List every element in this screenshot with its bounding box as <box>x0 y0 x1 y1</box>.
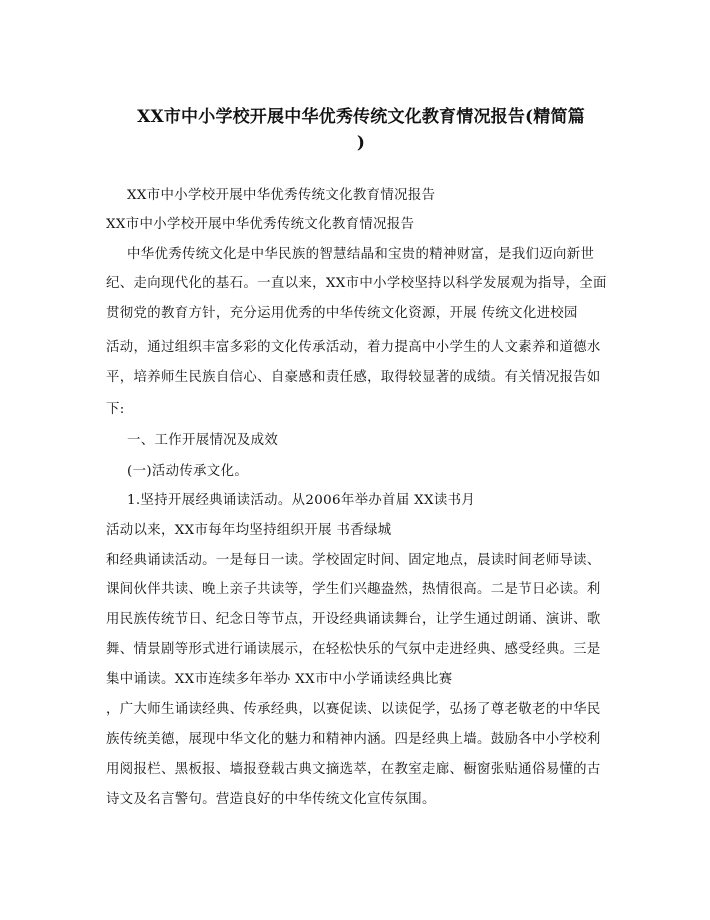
paragraph-line: 平，培养师生民族自信心、自豪感和责任感，取得较显著的成绩。有关情况报告如 <box>106 370 601 385</box>
paragraph-line: 和经典诵读活动。一是每日一读。学校固定时间、固定地点，晨读时间老师导读、 <box>106 553 601 568</box>
paragraph-line: 活动，通过组织丰富多彩的文化传承活动，着力提高中小学生的人文素养和道德水 <box>106 340 601 355</box>
paragraph-line: 诗文及名言警句。营造良好的中华传统文化宣传氛围。 <box>106 792 436 807</box>
paragraph-line: 族传统美德，展现中华文化的魅力和精神内涵。四是经典上墙。鼓励各中小学校利 <box>106 732 601 747</box>
paragraph-line: 舞、情景剧等形式进行诵读展示，在轻松快乐的气氛中走进经典、感受经典。三是 <box>106 642 601 657</box>
paragraph-line: 集中诵读。XX市连续多年举办 XX市中小学诵读经典比赛 <box>106 672 453 687</box>
subtitle-line: XX市中小学校开展中华优秀传统文化教育情况报告 <box>127 188 436 203</box>
paragraph-line: 用阅报栏、黑板报、墙报登载古典文摘选萃，在教室走廊、橱窗张贴通俗易懂的古 <box>106 762 601 777</box>
paragraph-line: 纪、走向现代化的基石。一直以来，XX市中小学校坚持以科学发展观为指导，全面 <box>106 276 607 291</box>
section-heading: 一、工作开展情况及成效 <box>127 433 279 448</box>
paragraph-line: 1.坚持开展经典诵读活动。从2006年举办首届 XX读书月 <box>127 493 476 508</box>
paragraph-line: 下: <box>106 402 125 417</box>
repeated-title-line: XX市中小学校开展中华优秀传统文化教育情况报告 <box>106 217 415 232</box>
document-title-line-2: ) <box>356 133 366 153</box>
paragraph-line: ，广大师生诵读经典、传承经典，以赛促读、以读促学，弘扬了尊老敬老的中华民 <box>106 702 601 717</box>
paragraph-line: 中华优秀传统文化是中华民族的智慧结晶和宝贵的精神财富，是我们迈向新世 <box>127 247 595 262</box>
document-title-line-1: XX市中小学校开展中华优秀传统文化教育情况报告(精简篇 <box>137 107 585 127</box>
paragraph-line: 贯彻党的教育方针，充分运用优秀的中华传统文化资源，开展 传统文化进校园 <box>106 306 578 321</box>
subsection-heading: (一)活动传承文化。 <box>127 464 249 479</box>
paragraph-line: 活动以来，XX市每年均坚持组织开展 书香绿城 <box>106 523 392 538</box>
paragraph-line: 课间伙伴共读、晚上亲子共读等，学生们兴趣盎然，热情很高。二是节日必读。利 <box>106 582 601 597</box>
paragraph-line: 用民族传统节日、纪念日等节点，开设经典诵读舞台，让学生通过朗诵、演讲、歌 <box>106 612 601 627</box>
